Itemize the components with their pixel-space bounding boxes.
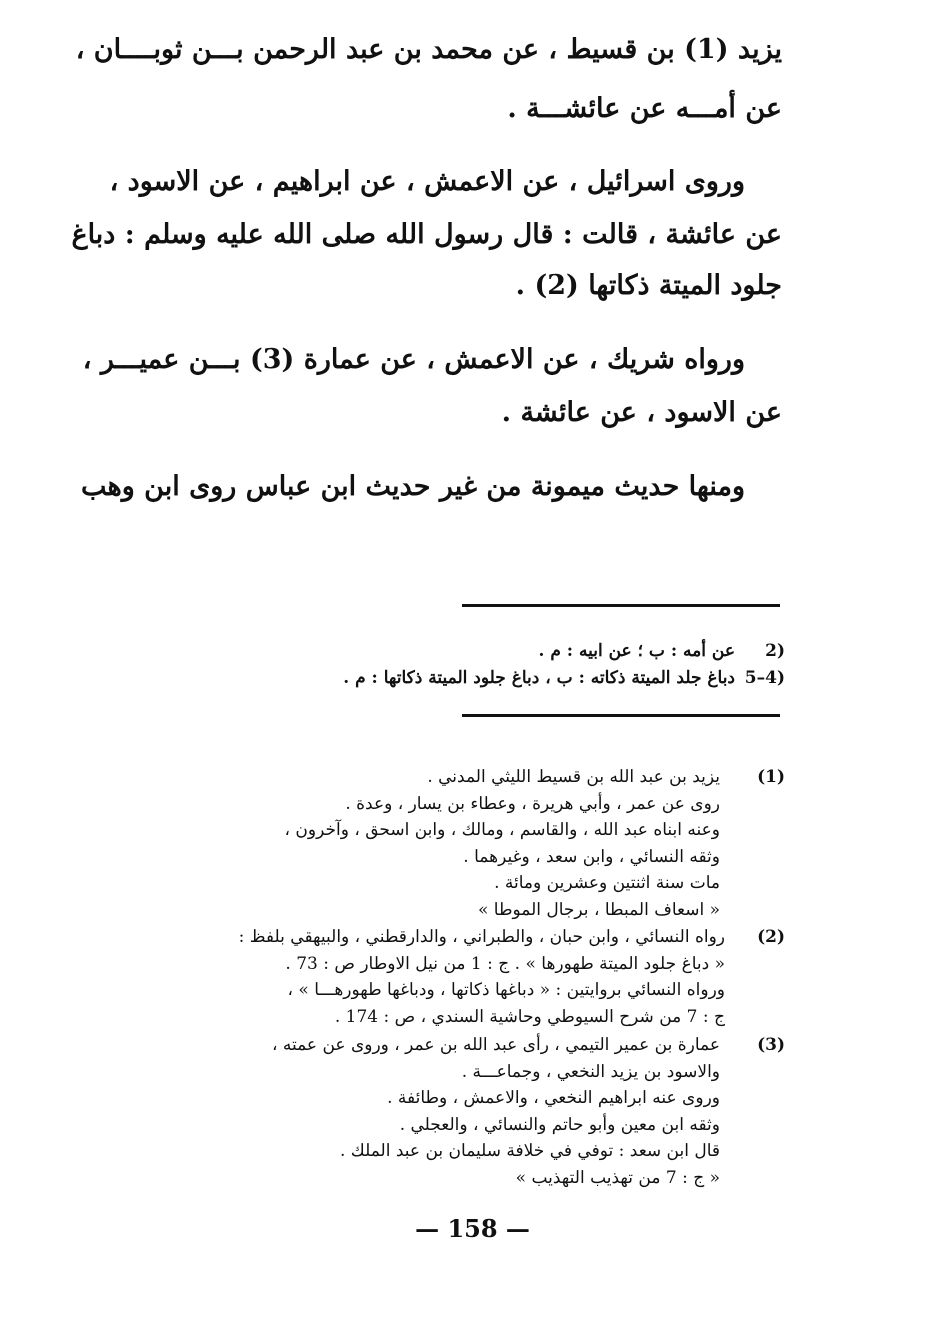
footnote-line: والاسود بن يزيد النخعي ، وجماعـــة . bbox=[461, 1061, 720, 1082]
main-text-line: يزيد (1) بن قسيط ، عن محمد بن عبد الرحمن بـــن ثوبــــان ، bbox=[75, 34, 782, 65]
footnote-line: ج : 7 من شرح السيوطي وحاشية السندي ، ص : 174 . bbox=[334, 1006, 725, 1027]
footnote-line: رواه النسائي ، وابن حبان ، والطبراني ، والدارقطني ، والبيهقي بلفظ : bbox=[238, 927, 725, 947]
main-text-line: جلود الميتة ذكاتها (2) . bbox=[515, 270, 782, 301]
divider-rule bbox=[462, 714, 780, 717]
main-text-line: وروى اسرائيل ، عن الاعمش ، عن ابراهيم ، عن الاسود ، bbox=[109, 166, 745, 197]
footnote-line: عمارة بن عمير التيمي ، رأى عبد الله بن عمر ، وروى عن عمته ، bbox=[271, 1035, 720, 1055]
footnote-line: يزيد بن عبد الله بن قسيط الليثي المدني . bbox=[427, 767, 720, 787]
footnote-number: (3) bbox=[757, 1035, 785, 1055]
footnote bbox=[60, 924, 785, 1034]
variant-number: 5–4) bbox=[744, 668, 785, 688]
footnote-line: وثقه ابن معين وأبو حاتم والنسائي ، والعجلي . bbox=[399, 1114, 720, 1135]
footnote-line: ورواه النسائي بروايتين : « دباغها ذكاتها ، ودباغها طهورهـــا » ، bbox=[287, 980, 725, 1000]
footnote bbox=[60, 1032, 785, 1197]
footnote-line: وروى عنه ابراهيم النخعي ، والاعمش ، وطائفة . bbox=[387, 1088, 720, 1108]
variant-text: عن أمه : ب ؛ عن ابيه : م . bbox=[538, 641, 735, 661]
main-text-line: عن أمـــه عن عائشـــة . bbox=[507, 93, 782, 124]
footnote-line: مات سنة اثنتين وعشرين ومائة . bbox=[494, 873, 720, 893]
footnote-line: وعنه ابناه عبد الله ، والقاسم ، ومالك ، وابن اسحق ، وآخرون ، bbox=[284, 820, 720, 840]
main-text-line: عن عائشة ، قالت : قال رسول الله صلى الله عليه وسلم : دباغ bbox=[71, 219, 782, 250]
footnote-line: « دباغ جلود الميتة طهورها » . ج : 1 من نيل الاوطار ص : 73 . bbox=[285, 953, 725, 974]
variant-number: 2) bbox=[765, 641, 785, 661]
variant-text: دباغ جلد الميتة ذكاته : ب ، دباغ جلود الميتة ذكاتها : م . bbox=[343, 668, 735, 688]
footnote-line: روى عن عمر ، وأبي هريرة ، وعطاء بن يسار ، وعدة . bbox=[345, 793, 720, 814]
main-text-line: ورواه شريك ، عن الاعمش ، عن عمارة (3) بـــن عميـــر ، bbox=[82, 344, 745, 375]
footnote-line: قال ابن سعد : توفي في خلافة سليمان بن عبد الملك . bbox=[339, 1141, 720, 1161]
footnote-line: « اسعاف المبطا ، برجال الموطا » bbox=[477, 899, 720, 920]
divider-rule bbox=[462, 604, 780, 607]
footnote bbox=[60, 764, 785, 929]
main-text-line: عن الاسود ، عن عائشة . bbox=[501, 397, 782, 428]
footnote-line: « ج : 7 من تهذيب التهذيب » bbox=[515, 1167, 720, 1188]
footnote-number: (1) bbox=[757, 767, 785, 787]
main-text-line: ومنها حديث ميمونة من غير حديث ابن عباس روى ابن وهب bbox=[80, 471, 745, 502]
footnote-number: (2) bbox=[757, 927, 785, 947]
page-number: — 158 — bbox=[415, 1214, 530, 1243]
footnote-line: وثقه النسائي ، وابن سعد ، وغيرهما . bbox=[463, 846, 720, 867]
